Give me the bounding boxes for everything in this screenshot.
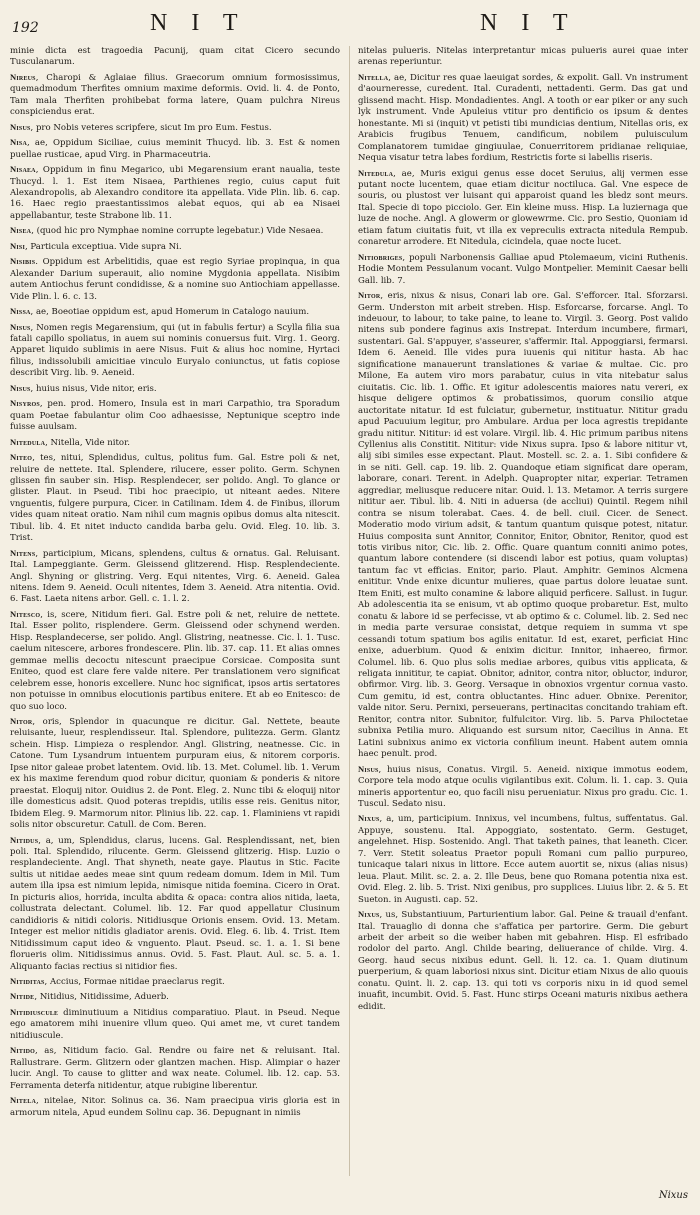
entry-headword: Nitiditas: [10, 975, 45, 986]
entry-headword: Nisi: [10, 240, 25, 251]
dictionary-entry: [358, 909, 688, 1013]
entry-headword: Nitor: [358, 290, 381, 301]
entry-text: , ae, Dicitur res quae laeuigat sordes, & expolit. Gall. Vn instrument d'aourneresse, curedent. Ital. Curadenti, nettadenti. Germ. Das gat und glissend macht. Hisp. Mondadientes. Angl. A tooth or ear piker or any such lyk instrument. Vnde Apuleius vtitur pro dentificio os ipsum & dentes honestante. Mi si (inquit) vt petisti tibi mundicias dentium, Nitellas oris, ex Arabicis frugibus Tenuem, candificum, nobilem puluisculum Complanatorem tumidae gingiuulae, Conuerritorem pridianae reliquiae, Nequa visatur tetra labes fordium, Restrictis forte si labellis riseris.: [358, 72, 688, 164]
dictionary-entry: [10, 398, 340, 433]
entry-headword: Nixus: [358, 909, 380, 920]
entry-headword: Nisaea: [10, 164, 36, 175]
entry-headword: Nitiobriges: [358, 251, 403, 262]
entry-headword: Nisibis: [10, 256, 36, 267]
dictionary-entry: [358, 72, 688, 165]
dictionary-entry: [10, 716, 340, 832]
entry-text: , (quod hic pro Nymphae nomine corrupte legebatur.) Vide Nesaea.: [31, 226, 324, 237]
entry-headword: Nitidiuscule: [10, 1006, 59, 1017]
entry-headword: Nitide: [10, 991, 35, 1002]
dictionary-entry: [358, 764, 688, 811]
entry-headword: Niteo: [10, 452, 33, 463]
entry-text: nitelas pulueris. Nitelas interpretantur micas pulueris aurei quae inter arenas reperiuntur.: [358, 46, 688, 68]
dictionary-entry: [10, 137, 340, 161]
entry-headword: Nitella: [358, 71, 389, 82]
entry-headword: Nitesco: [10, 608, 41, 619]
entry-text: , nitelae, Nitor. Solinus ca. 36. Nam praecipua viris gloria est in armorum nitela, Apud eundem Solinu cap. 36. Depugnant in nimiis: [10, 1096, 340, 1118]
dictionary-entry: [10, 609, 340, 713]
running-head-left: N I T: [150, 10, 247, 36]
dictionary-entry: [10, 452, 340, 545]
entry-text: , Nitella, Vide nitor.: [45, 437, 130, 448]
dictionary-entry: [10, 437, 340, 449]
dictionary-entry: [10, 306, 340, 318]
entry-headword: Nisea: [10, 225, 32, 236]
entry-headword: Nisyros: [10, 398, 40, 409]
entry-text: , Nomen regis Megarensium, qui (ut in fabulis fertur) a Scylla filia sua fatali capillo spoliatus, in auem sui nominis conuersus fuit. Virg. 1. Georg. Apparet liquido sublimis in aere Nisus. Fuit & alius hoc nomine, Hyrtaci filius, indissolubili amicitiae vinculo Euryalo coniunctus, ut fatis copiose describit Virg. lib. 9. Aeneid.: [10, 322, 340, 379]
page-header: [0, 8, 700, 42]
entry-text: , as, Nitidum facio. Gal. Rendre ou faire net & reluisant. Ital. Rallustrare. Germ. Glitzern oder glantzen machen. Hisp. Alimpiar o hazer lucir. Angl. To cause to glitter and wax neate. Columel. lib. 12. cap. 53. Ferramenta deterfa nitidentur, atque rubigine liberentur.: [10, 1046, 340, 1091]
dictionary-entry: [10, 72, 340, 119]
entry-text: , oris, Splendor in quacunque re dicitur. Gal. Nettete, beaute reluisante, lueur, resplendisseur. Ital. Splendore, pulitezza. Germ. Glantz schein. Hisp. Limpieza o resplendor. Angl. Glistring, neatnesse. Cic. in Catone. Tum Lysandrum intuentem purpuram eius, & nitorem corporis. Ipse nitor galeae probet latentem. Ovid. lib. 13. Met. Columel. lib. 1. Verum ex his maxime ferendum quod robur dicitur, quoniam & ponderis & nitore praestat. Eloquij nitor. Ouidius 2. de Pont. Eleg. 2. Nunc tibi & eloquij nitor ille domesticus adsit. Quod poteras trepidis, utilis esse reis. Genitus nitor, Ibidem Eleg. 9. Marmorum nitor. Plinius lib. 22. cap. 1. Flaminiens vt rapidi solis nitor obscuretur. Catull. de Com. Beren.: [10, 717, 340, 831]
left-column: [10, 46, 340, 1186]
entry-headword: Nitor: [10, 716, 33, 727]
entry-text: , Accius, Formae nitidae praeclarus regit.: [44, 976, 225, 987]
entry-text: , us, Substantiuum, Parturientium labor. Gal. Peine & trauail d'enfant. Ital. Trauaglio di donna che s'affatica per partorire. Germ. Die geburt arbeit der arbeit so die weiber haben mit gebahren. Hisp. El esfribado rodolor del parto. Angl. Childe bearing, deliuerance of childe. Virg. 4. Georg. haud secus nixibus edunt. Gell. li. 12. ca. 1. Quam diutinum puerperium, & quam laboriosi nixus sint. Dicitur etiam Nixus de alio quouis conatu. Quint. li. 2. cap. 13. qui toti vs corporis nixu in id quod semel inuafit, incumbit. Ovid. 5. Fast. Hunc stirps Oceani maturis nixibus aethera edidit.: [358, 910, 688, 1012]
entry-text: , ae, Muris exigui genus esse docet Seruius, alij vermen esse putant nocte lucentem, quae etiam dicitur noctiluca. Gal. Vne espece de souris, ou plustost ver luisant qui apparoist quand les bledz sont meurs. Ital. Specie di topo picciolo. Ger. Ein kleine muss. Hisp. La luziernaga que luze de noche. Angl. A glowerm or glowewrme. Cic. pro Sestio, Quoniam id etiam fatum ciuitatis fuit, vt illa ex vepreculis extracta nitedula Rempub. conaretur arrodere. Et Nitedula, cicindela, quae nocte lucet.: [358, 168, 688, 248]
entry-text: , ae, Boeotiae oppidum est, apud Homerum in Catalogo nauium.: [30, 307, 310, 318]
column-divider: [349, 46, 350, 1176]
entry-headword: Nitela: [10, 1095, 37, 1106]
entry-text: , tes, nitui, Splendidus, cultus, politus fum. Gal. Estre poli & net, reluire de nettete. Ital. Splendere, rilucere, esser polito. Germ. Schynen glissen fin sauber sin. Hisp. Resplendecer, ser polido. Angl. To glance or glister. Plaut. in Pseud. Tibi hoc praecipio, ut niteant aedes. Nitere vnguentis, fulgere purpura, Cicer. in Catilinam. Idem 4. de Finibus, illorum vides quam niteat oratio. Nam nihil cum magnis opibus domus alta nitescit. Tibul. lib. 4. Et nitet inducto candida barba gelu. Ovid. Eleg. 10. lib. 3. Trist.: [10, 453, 340, 544]
entry-text: . Oppidum est Arbelitidis, quae est regio Syriae propinqua, in qua Alexander Darium superauit, alio nomine Mygdonia appellata. Nisibim autem Antiochus ferunt condidisse, & a nomine suo Antiochiam appellasse. Vide Plin. l. 6. c. 13.: [10, 257, 340, 302]
entry-headword: Nireus: [10, 71, 36, 82]
entry-headword: Nisus: [10, 382, 31, 393]
entry-headword: Nitens: [10, 547, 36, 558]
dictionary-entry: [10, 1095, 340, 1119]
entry-headword: Nisus: [10, 121, 31, 132]
entry-text: , participium, Micans, splendens, cultus & ornatus. Gal. Reluisant. Ital. Lampeggiante. Germ. Gleissend glitzerend. Hisp. Resplendeciente. Angl. Shyning or glistring. Verg. Equi nitentes, Virg. 6. Aeneid. Galea nitens. Idem 9. Aeneid. Oculi nitentes, Idem 3. Aeneid. Atra nitentia. Ovid. 6. Fast. Laeta nitens arbor. Gell. c. 1. l. 2.: [10, 548, 340, 605]
dictionary-entry: [358, 813, 688, 906]
dictionary-entry: [10, 976, 340, 988]
dictionary-entry: [10, 164, 340, 222]
page-number: 192: [12, 20, 39, 36]
dictionary-entry: [10, 46, 340, 69]
entry-headword: Nitidus: [10, 834, 39, 845]
entry-headword: Nitedula: [10, 436, 46, 447]
dictionary-entry: [10, 1045, 340, 1092]
dictionary-entry: [10, 122, 340, 134]
dictionary-entry: [358, 168, 688, 249]
dictionary-entry: [10, 548, 340, 606]
entry-headword: Nisus: [358, 763, 379, 774]
entry-text: diminutiuum a Nitidius comparatiuo. Plaut. in Pseud. Neque ego amatorem mihi inuenire vllum queo. Qui amet me, vt curet tandem nitidiuscule.: [10, 1007, 340, 1041]
entry-headword: Nixus: [358, 813, 380, 824]
dictionary-entry: [358, 290, 688, 761]
dictionary-entry: [10, 256, 340, 303]
entry-text: , pen. prod. Homero, Insula est in mari Carpathio, tra Sporadum quam Poetae fabulantur olim Coo adhaesisse, Neptunique sceptro inde fuisse auulsam.: [10, 399, 340, 433]
entry-text: , Nitidius, Nitidissime, Aduerb.: [34, 992, 169, 1003]
entry-text: , Oppidum in finu Megarico, ubi Megarensium erant naualia, teste Thucyd. l. 1. Est item Nisaea, Parthienes regio, cuius caput fuit Alexandropolis, ab Alexandro conditore ita appellata. Vide Plin. lib. 6. cap. 16. Haec regio praestantissimos alebat equos, qui ab ea Nisaei appellabantur, teste Strabone lib. 11.: [10, 165, 340, 221]
dictionary-entry: [10, 225, 340, 237]
entry-text: , a, um, participium. Innixus, vel incumbens, fultus, suffentatus. Gal. Appuye, soustenu. Ital. Appoggiato, sostentato. Germ. Gestuget, angelehnet. Hisp. Sostenido. Angl. That taketh paines, that leaneth. Cicer. 7. Verr. Stetit soleatus Praetor populi Romani cum pallio purpureo, tunicaque talari nixus in littore. Ecce autem auortit se, nixus (alias nisus) leua. Plaut. Milit. sc. 2. a. 2. Ille Deus, bene quo Romana potentia nixa est. Ovid. Eleg. 2. lib. 5. Trist. Nixi genibus, pro supplices. Liuius libr. 2. & 5. Et Sueton. in Augusti. cap. 52.: [358, 814, 688, 905]
catchword: Nixus: [658, 1190, 688, 1201]
entry-text: , a, um, Splendidus, clarus, lucens. Gal. Resplendissant, net, bien poli. Ital. Splendido, rilucente. Germ. Gleissend glitzerig. Hisp. Luzio o resplandeciente. Angl. That shyneth, neate gaye. Plautus in Stic. Facite sultis ut nitidae aedes meae sint quum redeam domum. Idem in Mil. Tum autem illa ipsa est nimium lepida, nimisque nitida foemina. Cicero in Orat. In picturis alios, horrida, inculta abdita & opaca: contra alios nitida, laeta, collustrata delectant. Columel. lib. 12. Far quod appellatur Clusinum candidioris & nitidi coloris. Nitidiusque Orionis ensem. Ovid. 13. Metam. Integer est melior nitidis gladiator arenis. Ovid. Eleg. 6. lib. 4. Trist. Item Nitidissimum caput ideo & vnguento. Plaut. Pseud. sc. 1. a. 1. Si bene florueris olim. Nitidissimus annus. Ovid. 5. Fast. Plaut. Aul. sc. 5. a. 1. Aliquanto facias rectius si nitidior fies.: [10, 835, 340, 972]
entry-headword: Nitido: [10, 1045, 36, 1056]
entry-headword: Nisa: [10, 137, 27, 148]
entry-text: minie dicta est tragoedia Pacunij, quam citat Cicero secundo Tusculanarum.: [10, 46, 340, 68]
entry-text: , pro Nobis veteres scripfere, sicut Im pro Eum. Festus.: [30, 122, 272, 133]
entry-headword: Nisus: [10, 321, 31, 332]
dictionary-entry: [358, 252, 688, 287]
right-column: [358, 46, 688, 1186]
entry-text: , huius nisus, Vide nitor, eris.: [30, 383, 157, 394]
running-head-right: N I T: [480, 10, 577, 36]
entry-text: , ae, Oppidum Siciliae, cuius meminit Thucyd. lib. 3. Est & nomen puellae rusticae, apud Virg. in Pharmaceutria.: [10, 138, 340, 160]
entry-text: , huius nisus, Conatus. Virgil. 5. Aeneid. nixique immotus eodem, Corpore tela modo atque oculis vigilantibus exit. Colum. li. 1. cap. 3. Quia mineris apportentur eo, quo facili nisu perueniatur. Nixus pro gradu. Cic. 1. Tuscul. Sedato nisu.: [358, 764, 688, 809]
entry-text: , Charopi & Aglaiae filius. Graecorum omnium formosissimus, quemadmodum Therfites omnium maxime deformis. Ovid. li. 4. de Ponto, Tam mala Therfiten prohibebat forma latere, Quam pulchra Nireus conspiciendus erat.: [10, 72, 340, 118]
entry-headword: Nitedula: [358, 167, 394, 178]
entry-text: , Particula exceptiua. Vide supra Ni.: [24, 241, 182, 252]
dictionary-entry: [10, 322, 340, 380]
dictionary-entry: [10, 241, 340, 253]
entry-text: , populi Narbonensis Galliae apud Ptolemaeum, vicini Ruthenis. Hodie Montem Pessulanum vocant. Vulgo Montpelier. Meminit Caesar belli Gall. lib. 7.: [358, 252, 688, 286]
entry-headword: Nissa: [10, 306, 31, 317]
dictionary-entry: [10, 991, 340, 1003]
entry-text: , eris, nixus & nisus, Conari lab ore. Gal. S'efforcer. Ital. Sforzarsi. Germ. Underston mit arbeit streben. Hisp. Esforcarse, forcarse. Angl. To indeuour, to labour, to take paine, to leane to. Virgil. 3. Georg. Post valido nitens sub pondere faginus axis Instrepat. Interdum incumbere, firmari, sustentari. Gal. S'appuyer, s'asseurer, s'affermir. Ital. Appoggiarsi, fermarsi. Idem 6. Aeneid. Ille vides pura iuuenis qui nititur hasta. Ab hac significatione manauerunt translationes & variae & multae. Cic. pro Milone, Ea autem viro mors parabatur, cuius in vita nitebatur salus ciuitatis. Cic. lib. 1. Offic. Et igitur adolescentis maiores natu vereri, ex hisque deligere optimos & probatissimos, quorum consilio atque auctoritate nitatur. Id est fulciatur, gubernetur, instituatur. Nititur gradu apud Pacuuium legitur, pro Ambulare. Ardua per loca agrestis trepidante gradu nititur. Nititur: id est volare. Virgil. lib. 4. Hic primum paribus nitens Cyllenius alis Constitit. Nititur: vide Nixus supra. Ipso & labore nititur vt, alij sibi similes esse expectant. Plaut. Mostell. sc. 2. a. 1. Sibi confidere & in se niti. Gell. cap. 19. lib. 2. Quandoque etiam significat dare operam, laborare, conari. Terent. in Adelph. Quapropter nitar, experiar. Tetramen aggrediar, meliusque reducere nitar. Ouid. l. 13. Metamor. A terris surgere nititur aer. Tibul. lib. 4. Niti in aduersa (de accliui) Quintil. Regem nihil contra se nisum tolerabat. Caes. 4. de bell. ciuil. Cicer. de Senect. Moderatio modo virium adsit, & tantum quantum quisque potest, nitatur. Huius composita sunt Annitor, Connitor, Enitor, Obnitor, Renitor, quod est totis viribus nitor, Cic. lib. 2. Offic. Quare quantum conniti animo potes, quantum labore contendere (si discendi labor est potius, quam voluptas) tantum fac vt efficias. Enitor, pario. Plaut. Amphitr. Geminos Alcmena enititur. Vnde enixe dicuntur mulieres, quae partus dolore leuatae sunt. Item Eniti, est multo conamine & labore aliquid perficere. Sallust. in Iugur. Ab adolescentia ita se enisum, vt ab optimo quoque probaretur. Est, multo conatu & labore id se perfecisse, vt ab optimo & c. Columel. lib. 2. Sed nec in media parte versurae consistat, detque requiem in summa vt spe cessandi totum spatium bos agilis enitatur. Id est, exaret, perficiat Hinc enixe, aduerbium. Quod & enixim dicitur. Innitor, inhaereo, firmor. Columel. lib. 6. Quo plus solis mediae arbores, quibus vitis applicata, & religata innititur, te capiat. Obnitor, adnitor, contra nitor, obluctor, induror, obfirmor. Virg. lib. 3. Georg. Versaque in obnoxios vrgentur cornua vasto. Cum gemitu, id est, contra obluctantes. Hinc aduer. Obnixe. Perenitor, valde nitor. Seru. Pernixi, perseuerans, pertinacitas concitando trahiam eft. Renitor, contra nitor. Subnitor, fulfulcitor. Virg. lib. 5. Parva Philoctetae subnixa Petilia muro. Aliquando est sursum nitor, Caecilius in Anna. Et Latini subnixus animo ex victoria confilium ineunt. Habent autem omnia haec penult. prod.: [358, 291, 688, 760]
dictionary-entry: [358, 46, 688, 69]
entry-text: , is, scere, Nitidum fieri. Gal. Estre poli & net, reluire de nettete. Ital. Esser polito, risplendere. Germ. Gleissend oder schynend werden. Hisp. Resplandecerse, ser polido. Angl. Glistring, neatnesse. Cic. l. 1. Tusc. caelum nitescere, arbores frondescere. Plin. lib. 37. cap. 11. Et alias omnes gemmae mellis decoctu nitescunt praecipue Corsicae. Composita sunt Eniteo, quod est clare fere valde nitere. Per translationem vero significat celebrem esse, honoris excellere. Nunc hoc significat, ipsos artis sertatores non potuisse in omnibus elocutionis partibus enitere. Et ab eo Enitesco: de quo suo loco.: [10, 609, 340, 712]
dictionary-entry: [10, 383, 340, 395]
dictionary-entry: [10, 1007, 340, 1042]
dictionary-entry: [10, 835, 340, 973]
